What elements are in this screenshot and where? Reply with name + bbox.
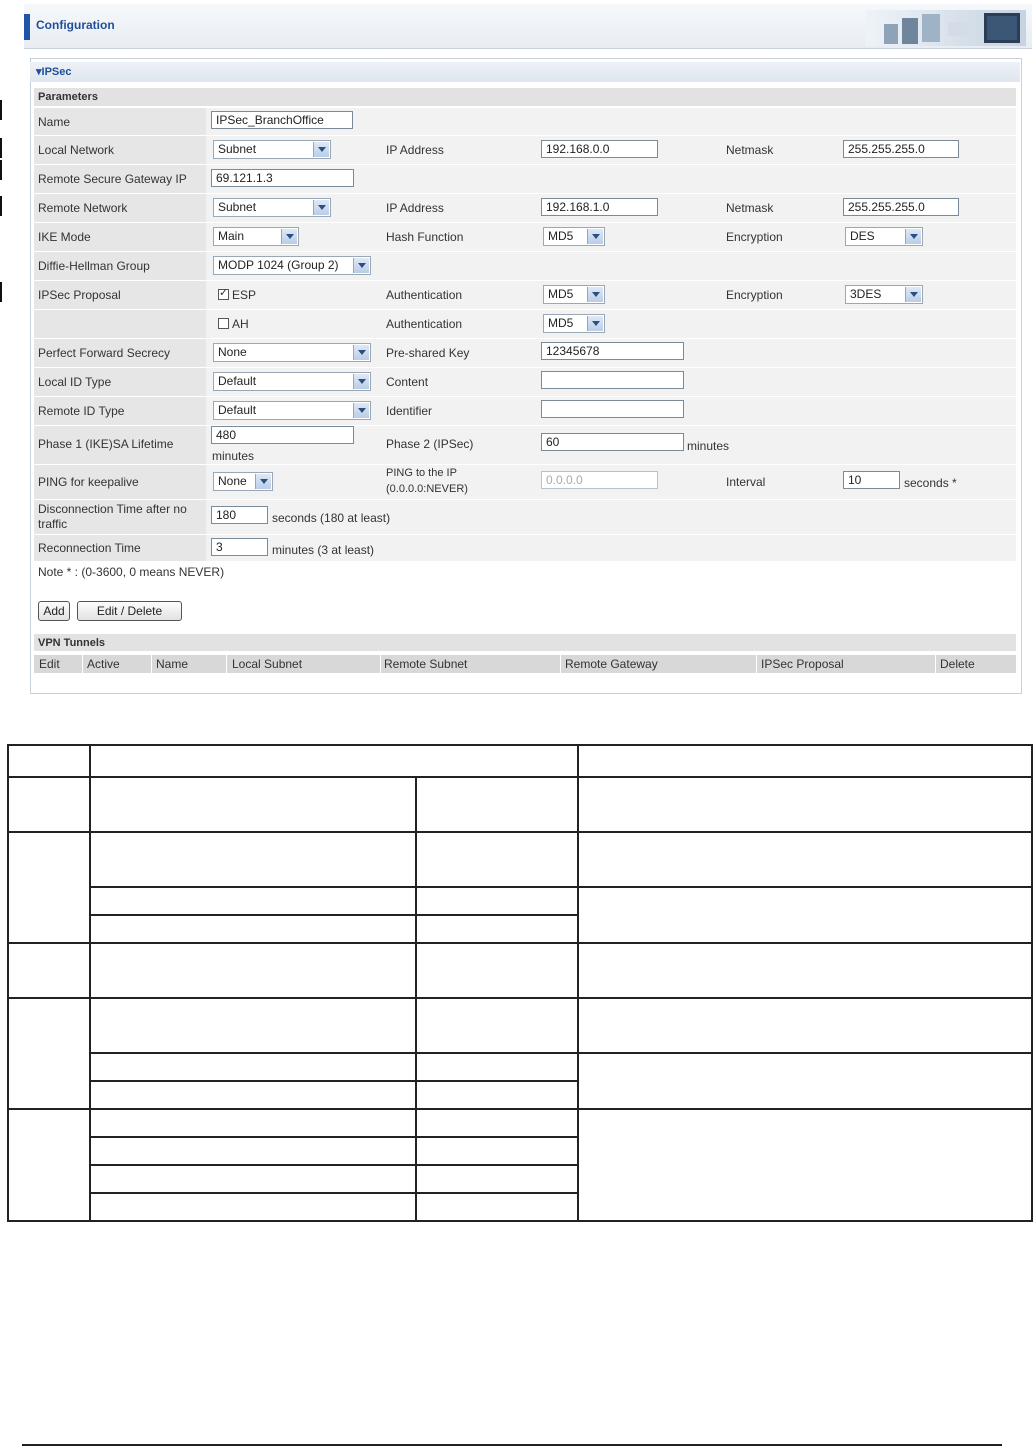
row-ping xyxy=(34,465,1016,500)
chevron-down-icon xyxy=(255,474,271,489)
local-netmask-input[interactable]: 255.255.255.0 xyxy=(843,140,959,158)
ike-mode-value: Main xyxy=(218,229,245,243)
col-local-subnet: Local Subnet xyxy=(232,657,303,671)
proposal-label: IPSec Proposal xyxy=(38,288,121,302)
row-remote-network xyxy=(34,194,1016,223)
identifier-label: Identifier xyxy=(386,404,433,418)
row-remote-gateway xyxy=(34,165,1016,194)
ike-encryption-value: DES xyxy=(850,229,875,243)
description-table xyxy=(7,744,1033,1222)
psk-label: Pre-shared Key xyxy=(386,346,470,360)
note-text: Note * : (0-3600, 0 means NEVER) xyxy=(38,565,225,579)
disconnect-label-2: traffic xyxy=(38,517,68,531)
header-logo-graphic xyxy=(866,10,1026,46)
content-label: Content xyxy=(386,375,429,389)
vpn-tunnels-header xyxy=(34,634,1016,651)
local-id-value: Default xyxy=(218,374,257,388)
chevron-down-icon xyxy=(587,316,603,331)
margin-mark xyxy=(0,282,2,302)
local-ip-label: IP Address xyxy=(386,143,444,157)
local-netmask-label: Netmask xyxy=(726,143,774,157)
chevron-down-icon xyxy=(353,258,369,273)
ping-value: None xyxy=(218,474,247,488)
hash-function-label: Hash Function xyxy=(386,230,464,244)
remote-ip-label: IP Address xyxy=(386,201,444,215)
esp-auth-label: Authentication xyxy=(386,288,463,302)
identifier-input[interactable] xyxy=(541,400,684,418)
disconnect-unit: seconds (180 at least) xyxy=(272,511,391,525)
ping-ip-input[interactable]: 0.0.0.0 xyxy=(541,471,658,489)
dh-group-value: MODP 1024 (Group 2) xyxy=(218,258,339,272)
row-dh-group xyxy=(34,252,1016,281)
local-network-select[interactable] xyxy=(213,140,331,159)
col-name: Name xyxy=(156,657,189,671)
ping-select[interactable] xyxy=(213,472,273,491)
phase2-input[interactable]: 60 xyxy=(541,433,684,451)
col-ipsec-proposal: IPSec Proposal xyxy=(761,657,844,671)
chevron-down-icon xyxy=(587,287,603,302)
row-reconnect xyxy=(34,535,1016,562)
pfs-label: Perfect Forward Secrecy xyxy=(38,346,171,360)
esp-checkbox[interactable] xyxy=(218,289,229,300)
col-remote-subnet: Remote Subnet xyxy=(384,657,468,671)
reconnect-label: Reconnection Time xyxy=(38,541,141,555)
ping-ip-label-1: PING to the IP xyxy=(386,467,457,479)
parameters-header xyxy=(34,88,1016,106)
esp-encryption-select[interactable] xyxy=(845,285,923,304)
col-remote-gateway: Remote Gateway xyxy=(565,657,658,671)
psk-input[interactable]: 12345678 xyxy=(541,342,684,360)
remote-ip-input[interactable]: 192.168.1.0 xyxy=(541,198,658,216)
margin-mark xyxy=(0,100,2,120)
chevron-down-icon xyxy=(587,229,603,244)
vpn-tunnels-title: VPN Tunnels xyxy=(38,637,106,649)
disconnect-label-1: Disconnection Time after no xyxy=(38,502,187,516)
edit-delete-button[interactable]: Edit / Delete xyxy=(77,601,182,621)
esp-encryption-value: 3DES xyxy=(850,287,882,301)
row-local-id xyxy=(34,368,1016,397)
phase1-input[interactable]: 480 xyxy=(211,426,354,444)
margin-mark xyxy=(0,138,2,158)
name-label: Name xyxy=(38,115,71,129)
chevron-down-icon xyxy=(313,142,329,157)
ah-checkbox[interactable] xyxy=(218,318,229,329)
local-network-label: Local Network xyxy=(38,143,115,157)
interval-unit: seconds * xyxy=(904,476,957,490)
remote-network-label: Remote Network xyxy=(38,201,128,215)
add-button[interactable]: Add xyxy=(38,601,70,621)
local-network-value: Subnet xyxy=(218,142,257,156)
col-active: Active xyxy=(87,657,120,671)
margin-mark xyxy=(0,196,2,216)
row-ike-mode xyxy=(34,223,1016,252)
local-id-select[interactable] xyxy=(213,372,371,391)
row-name xyxy=(34,108,1016,136)
remote-network-select[interactable] xyxy=(213,198,331,217)
row-pfs xyxy=(34,339,1016,368)
content-input[interactable] xyxy=(541,371,684,389)
pfs-select[interactable] xyxy=(213,343,371,362)
row-disconnect xyxy=(34,500,1016,535)
remote-network-value: Subnet xyxy=(218,200,257,214)
interval-label: Interval xyxy=(726,475,766,489)
dh-group-select[interactable] xyxy=(213,256,371,275)
phase2-unit: minutes xyxy=(687,439,730,453)
col-edit: Edit xyxy=(39,657,60,671)
hash-function-select[interactable] xyxy=(543,227,605,246)
row-phase-lifetime xyxy=(34,426,1016,465)
row-local-network xyxy=(34,136,1016,165)
panel-title-text: ▾IPSec xyxy=(36,66,72,78)
chevron-down-icon xyxy=(281,229,297,244)
esp-encryption-label: Encryption xyxy=(726,288,783,302)
chevron-down-icon xyxy=(353,374,369,389)
ping-label: PING for keepalive xyxy=(38,475,139,489)
phase1-unit: minutes xyxy=(212,449,255,463)
ping-ip-label-2: (0.0.0.0:NEVER) xyxy=(386,483,468,495)
row-proposal-ah xyxy=(34,310,1016,339)
row-remote-id xyxy=(34,397,1016,426)
remote-gateway-input[interactable]: 69.121.1.3 xyxy=(211,169,354,187)
ah-auth-value: MD5 xyxy=(548,316,574,330)
ah-auth-label: Authentication xyxy=(386,317,463,331)
margin-mark xyxy=(0,160,2,180)
col-delete: Delete xyxy=(940,657,975,671)
chevron-down-icon xyxy=(905,287,921,302)
ike-mode-select[interactable] xyxy=(213,227,299,246)
chevron-down-icon xyxy=(313,200,329,215)
row-proposal-esp xyxy=(34,281,1016,310)
disconnect-input[interactable]: 180 xyxy=(211,506,268,524)
remote-id-select[interactable] xyxy=(213,401,371,420)
ike-encryption-label: Encryption xyxy=(726,230,783,244)
remote-gateway-label: Remote Secure Gateway IP xyxy=(38,172,187,186)
chevron-down-icon xyxy=(905,229,921,244)
ah-label: AH xyxy=(232,317,249,331)
header-accent-bar xyxy=(24,14,30,40)
local-ip-input[interactable]: 192.168.0.0 xyxy=(541,140,658,158)
ike-mode-label: IKE Mode xyxy=(38,230,91,244)
config-header xyxy=(24,4,1032,49)
dh-group-label: Diffie-Hellman Group xyxy=(38,259,150,273)
ike-encryption-select[interactable] xyxy=(845,227,923,246)
remote-netmask-label: Netmask xyxy=(726,201,774,215)
esp-auth-value: MD5 xyxy=(548,287,574,301)
remote-id-value: Default xyxy=(218,403,257,417)
remote-netmask-input[interactable]: 255.255.255.0 xyxy=(843,198,959,216)
parameters-title: Parameters xyxy=(38,91,98,103)
ipsec-panel-title[interactable] xyxy=(30,62,1020,82)
esp-auth-select[interactable] xyxy=(543,285,605,304)
chevron-down-icon xyxy=(353,345,369,360)
reconnect-input[interactable]: 3 xyxy=(211,538,268,556)
name-input[interactable]: IPSec_BranchOffice xyxy=(211,111,353,129)
esp-label: ESP xyxy=(232,288,257,302)
phase2-label: Phase 2 (IPSec) xyxy=(386,437,474,451)
hash-function-value: MD5 xyxy=(548,229,574,243)
interval-input[interactable]: 10 xyxy=(843,471,900,489)
vpn-tunnels-table-header xyxy=(34,655,1016,673)
footer-rule xyxy=(22,1444,1002,1446)
remote-id-label: Remote ID Type xyxy=(38,404,125,418)
pfs-value: None xyxy=(218,345,247,359)
ah-auth-select[interactable] xyxy=(543,314,605,333)
reconnect-unit: minutes (3 at least) xyxy=(272,543,375,557)
phase1-label: Phase 1 (IKE)SA Lifetime xyxy=(38,437,174,451)
page-title: Configuration xyxy=(36,18,115,32)
local-id-label: Local ID Type xyxy=(38,375,112,389)
chevron-down-icon xyxy=(353,403,369,418)
